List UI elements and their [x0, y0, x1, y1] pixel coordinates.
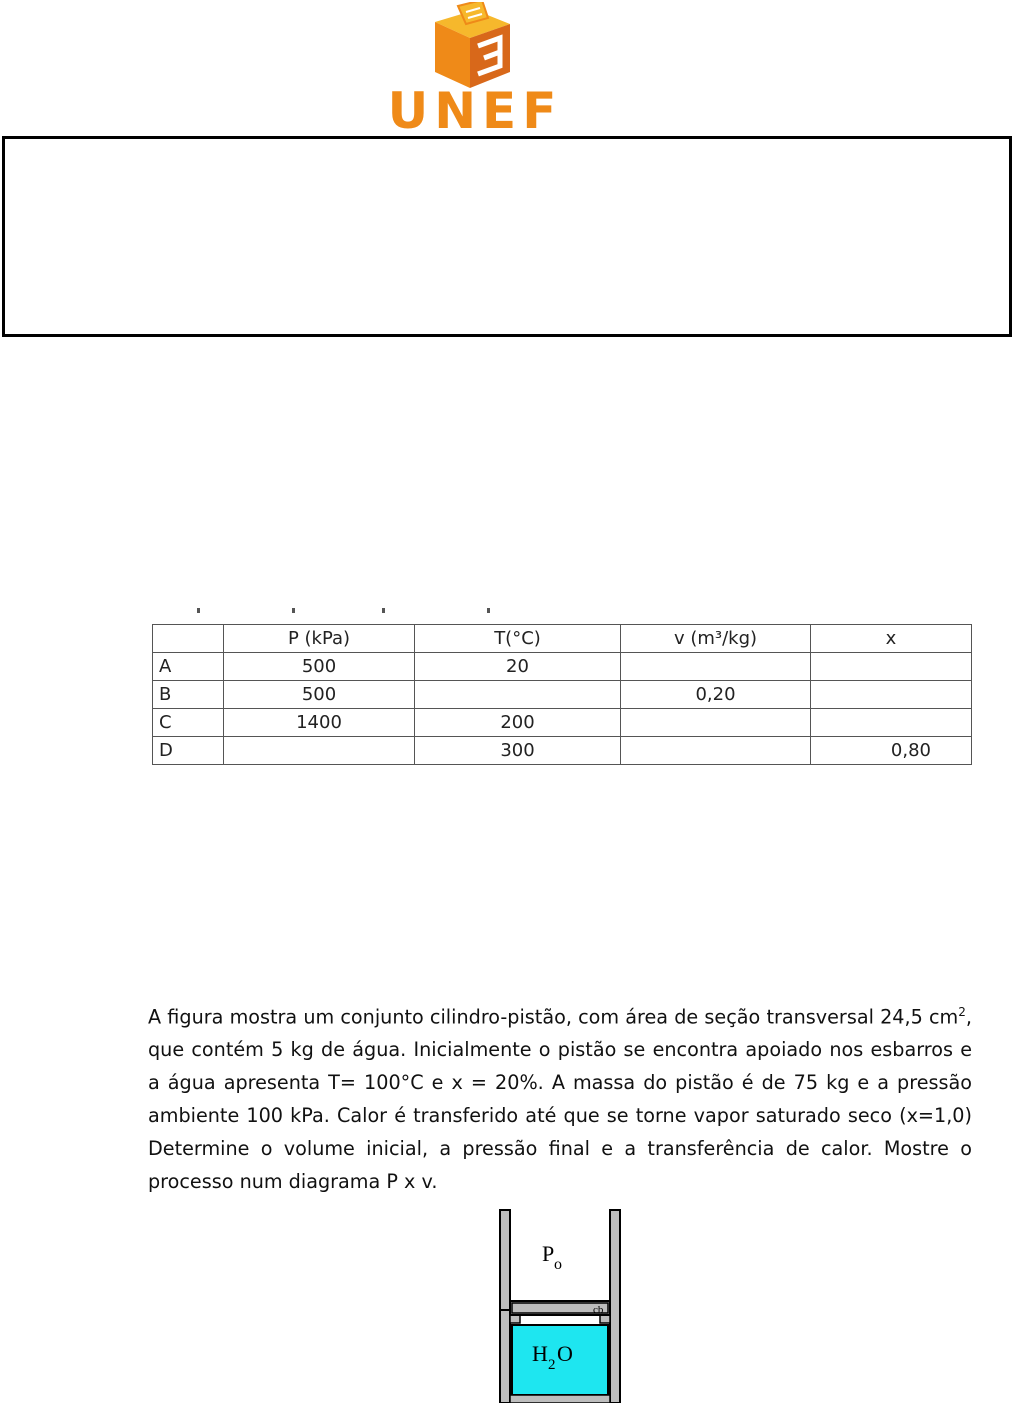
- row-label: B: [153, 681, 224, 709]
- scan-artifact: [152, 606, 974, 622]
- table-row: [153, 653, 972, 681]
- problem-statement: [148, 996, 972, 1198]
- properties-table: [152, 624, 972, 765]
- right-stop: [600, 1315, 610, 1323]
- cell-pressure: [224, 737, 415, 765]
- cell-specific-volume: [621, 709, 811, 737]
- stop-label: cb: [593, 1304, 604, 1316]
- piston-cylinder-diagram: [490, 1205, 630, 1403]
- header-box: [2, 136, 1012, 337]
- cube-logo-icon: [370, 2, 580, 92]
- table-row: [153, 681, 972, 709]
- cell-temperature: 200: [415, 709, 621, 737]
- cylinder-left-wall-upper: [500, 1210, 510, 1310]
- header-temperature: T(°C): [415, 625, 621, 653]
- cell-pressure: 500: [224, 681, 415, 709]
- cylinder-left-wall-lower: [500, 1310, 510, 1403]
- row-label: D: [153, 737, 224, 765]
- header-blank: [153, 625, 224, 653]
- ambient-pressure-subscript: o: [554, 1256, 562, 1273]
- table-header-row: [153, 625, 972, 653]
- problem-text-part2: , que contém 5 kg de água. Inicialmente o pistão se encontra apoiado nos esbarros e a água apresenta T= 100°C e x = 20%. A massa do pistão é de 75 kg e a pressão ambiente 100 kPa. Calor é transferido até que se torne vapor saturado seco (x=1,0) Determine o volume inicial, a pressão final e a transferência de calor. Mostre o processo num diagrama P x v.: [148, 1005, 972, 1194]
- area-exponent: 2: [958, 1005, 966, 1019]
- cylinder-base: [510, 1395, 610, 1403]
- header-specific-volume: v (m³/kg): [621, 625, 811, 653]
- cell-pressure: 500: [224, 653, 415, 681]
- row-label: A: [153, 653, 224, 681]
- cell-temperature: [415, 681, 621, 709]
- piston-cylinder-figure: [490, 1205, 630, 1403]
- unef-logo: [370, 2, 580, 140]
- row-label: C: [153, 709, 224, 737]
- cell-specific-volume: [621, 653, 811, 681]
- cell-temperature: 300: [415, 737, 621, 765]
- problem-text-part1: A figura mostra um conjunto cilindro-pistão, com área de seção transversal 24,5 cm: [148, 1005, 959, 1029]
- cell-quality: 0,80: [811, 737, 972, 765]
- table-row: [153, 737, 972, 765]
- header-quality: x: [811, 625, 972, 653]
- left-stop: [510, 1315, 520, 1323]
- cell-specific-volume: [621, 737, 811, 765]
- water-label-subscript: 2: [548, 1357, 556, 1373]
- water-label: H: [532, 1341, 548, 1366]
- cell-temperature: 20: [415, 653, 621, 681]
- cell-quality: [811, 681, 972, 709]
- cell-pressure: 1400: [224, 709, 415, 737]
- water-label-end: O: [557, 1341, 573, 1366]
- cell-quality: [811, 709, 972, 737]
- cell-specific-volume: 0,20: [621, 681, 811, 709]
- header-pressure: P (kPa): [224, 625, 415, 653]
- logo-wordmark: UNEF: [387, 82, 563, 140]
- table-row: [153, 709, 972, 737]
- cylinder-right-wall: [610, 1210, 620, 1403]
- cell-quality: [811, 653, 972, 681]
- properties-table-image: [152, 606, 974, 776]
- ambient-pressure-label: P: [542, 1241, 555, 1266]
